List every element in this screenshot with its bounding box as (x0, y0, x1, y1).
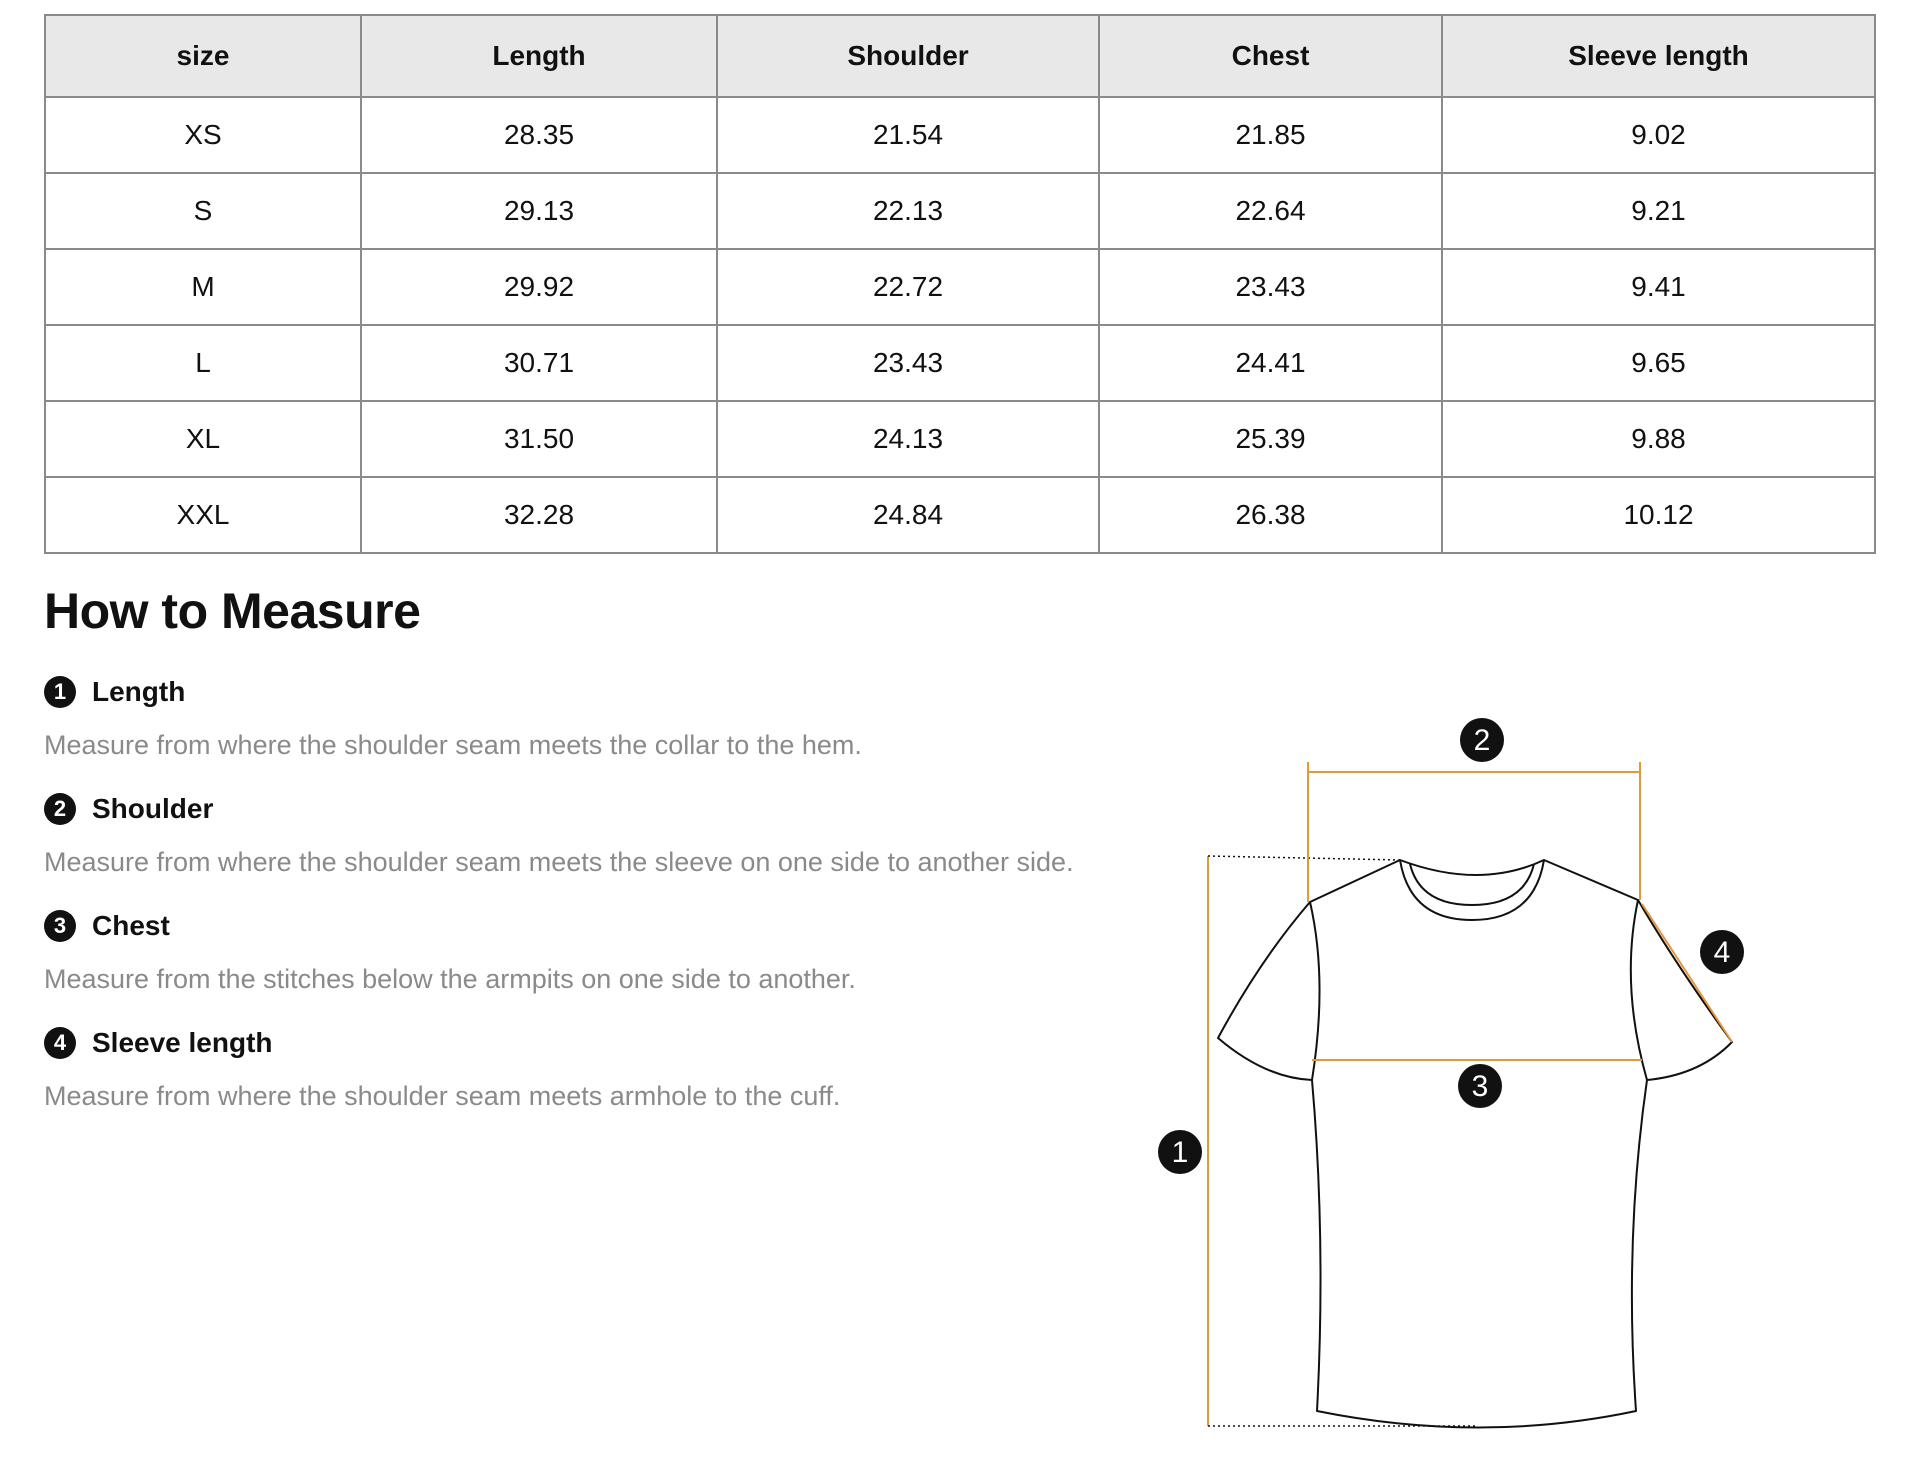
right-sleeve-seam (1631, 900, 1647, 1080)
cell-chest: 23.43 (1099, 249, 1442, 325)
header-sleeve-length: Sleeve length (1442, 15, 1875, 97)
number-2-icon: 2 (44, 793, 76, 825)
diagram-markers (1158, 718, 1744, 1174)
cell-length: 29.13 (361, 173, 717, 249)
marker-4-icon (1700, 930, 1744, 974)
table-row (45, 249, 1875, 325)
header-chest: Chest (1099, 15, 1442, 97)
cell-shoulder: 22.13 (717, 173, 1099, 249)
table-row (45, 325, 1875, 401)
table-row (45, 97, 1875, 173)
step-shoulder (44, 789, 1074, 878)
svg-text:3: 3 (1471, 1070, 1489, 1103)
cell-length: 30.71 (361, 325, 717, 401)
header-length: Length (361, 15, 717, 97)
how-to-measure-heading: How to Measure (44, 583, 421, 639)
svg-text:2: 2 (1473, 724, 1491, 757)
table-row (45, 401, 1875, 477)
tshirt-outline (1218, 860, 1732, 1428)
cell-size: XXL (45, 477, 361, 553)
table-row (45, 173, 1875, 249)
table-row (45, 477, 1875, 553)
number-1-icon: 1 (44, 676, 76, 708)
step-label: Shoulder (92, 793, 214, 824)
step-chest (44, 906, 856, 995)
step-description: Measure from where the shoulder seam meets the sleeve on one side to another side. (44, 847, 1074, 877)
length-top-guide (1208, 856, 1400, 860)
cell-chest: 21.85 (1099, 97, 1442, 173)
step-description: Measure from the stitches below the armpits on one side to another. (44, 964, 856, 994)
number-3-icon: 3 (44, 910, 76, 942)
left-sleeve-seam (1310, 902, 1320, 1080)
cell-shoulder: 24.84 (717, 477, 1099, 553)
step-description: Measure from where the shoulder seam meets armhole to the cuff. (44, 1081, 841, 1111)
step-label: Chest (92, 910, 170, 941)
marker-2-icon (1460, 718, 1504, 762)
marker-1-icon (1158, 1130, 1202, 1174)
marker-3-icon (1458, 1064, 1502, 1108)
step-length (44, 672, 862, 761)
svg-text:1: 1 (1171, 1136, 1189, 1169)
cell-shoulder: 21.54 (717, 97, 1099, 173)
cell-chest: 24.41 (1099, 325, 1442, 401)
cell-sleeve-length: 9.02 (1442, 97, 1875, 173)
cell-sleeve-length: 10.12 (1442, 477, 1875, 553)
cell-size: M (45, 249, 361, 325)
cell-chest: 25.39 (1099, 401, 1442, 477)
cell-chest: 22.64 (1099, 173, 1442, 249)
tshirt-body (1218, 860, 1732, 1428)
table-header-row (45, 15, 1875, 97)
cell-chest: 26.38 (1099, 477, 1442, 553)
cell-shoulder: 24.13 (717, 401, 1099, 477)
svg-text:4: 4 (1713, 936, 1731, 969)
step-description: Measure from where the shoulder seam meets the collar to the hem. (44, 730, 862, 760)
cell-sleeve-length: 9.41 (1442, 249, 1875, 325)
cell-length: 31.50 (361, 401, 717, 477)
header-size: size (45, 15, 361, 97)
cell-sleeve-length: 9.21 (1442, 173, 1875, 249)
tshirt-measurement-diagram (1140, 700, 1760, 1440)
step-sleeve-length (44, 1023, 840, 1112)
cell-size: XS (45, 97, 361, 173)
cell-length: 28.35 (361, 97, 717, 173)
header-shoulder: Shoulder (717, 15, 1099, 97)
cell-sleeve-length: 9.88 (1442, 401, 1875, 477)
cell-length: 29.92 (361, 249, 717, 325)
cell-sleeve-length: 9.65 (1442, 325, 1875, 401)
step-label: Sleeve length (92, 1027, 273, 1058)
number-4-icon: 4 (44, 1027, 76, 1059)
cell-size: S (45, 173, 361, 249)
step-label: Length (92, 676, 186, 707)
cell-shoulder: 23.43 (717, 325, 1099, 401)
size-chart-table (44, 14, 1876, 554)
cell-shoulder: 22.72 (717, 249, 1099, 325)
cell-size: XL (45, 401, 361, 477)
cell-size: L (45, 325, 361, 401)
cell-length: 32.28 (361, 477, 717, 553)
